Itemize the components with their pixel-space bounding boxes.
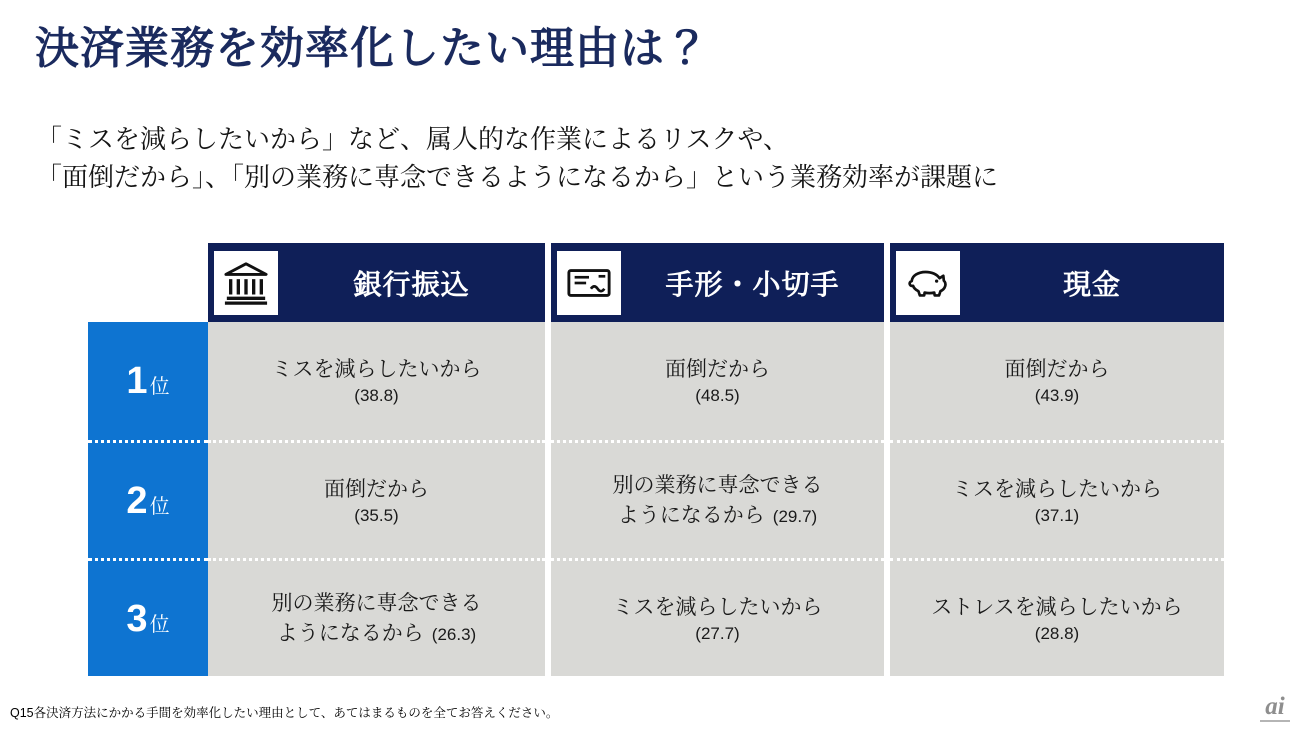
rank-cell-1 [88,322,208,440]
footnote: Q15各決済方法にかかる手間を効率化したい理由として、あてはまるものを全てお答えください。 [10,706,559,720]
rank-number: 1 [126,360,148,402]
rank-suffix: 位 [149,613,170,636]
reason-text: 面倒だから [665,358,770,381]
reason-cell [208,322,545,440]
bank-icon [214,251,278,315]
reason-cell [551,558,884,676]
reason-text: 面倒だから [324,477,429,501]
rank-cell-3 [88,558,208,676]
reason-cell [208,440,545,558]
table-row [88,440,1224,558]
ai-logo-text: ai [1265,693,1285,720]
table-row [88,558,1224,676]
reason-cell [890,440,1224,558]
piggy-bank-icon [896,251,960,315]
column-header-2 [551,243,884,322]
rank-suffix: 位 [149,495,170,518]
rank-cell-2 [88,440,208,558]
header-rank-spacer [88,243,208,322]
reason-percent: (29.7) [772,506,818,526]
rank-suffix: 位 [149,376,170,398]
column-header-label: 現金 [1062,268,1121,300]
table-header-row [88,243,1224,322]
reason-text: ストレスを減らしたいから [931,595,1183,619]
ai-logo [1260,694,1290,722]
column-header-label: 銀行振込 [353,268,470,300]
reason-text: ミスを減らしたいから [952,477,1162,501]
rank-number: 3 [126,597,148,640]
reason-cell [551,322,884,440]
reason-percent: (26.3) [431,624,477,644]
reason-percent: (37.1) [1034,505,1080,525]
reason-text: 面倒だから [1004,358,1110,381]
reason-percent: (27.7) [695,623,740,643]
column-header-label: 手形・小切手 [665,268,840,300]
subtitle [36,120,998,196]
reason-percent: (38.8) [354,386,399,405]
reason-text: 別の業務に専念できる [612,473,823,497]
reason-cell [890,558,1224,676]
reason-percent: (28.8) [1034,623,1080,643]
reason-text: 別の業務に専念できる [271,591,482,615]
reason-text: ミスを減らしたいから [612,595,823,619]
column-header-3 [890,243,1224,322]
reason-text: ミスを減らしたいから [271,358,482,381]
reason-text: ようになるから (26.3) [276,621,477,645]
ai-logo-subline [1260,720,1290,722]
reason-cell [551,440,884,558]
reason-percent: (43.9) [1034,386,1080,405]
rank-number: 2 [126,479,148,522]
reason-percent: (35.5) [354,505,399,525]
ranking-table [88,243,1224,676]
subtitle-line-1: 「ミスを減らしたいから」など、属人的な作業によるリスクや、 [36,124,789,154]
column-header-1 [208,243,545,322]
reason-percent: (48.5) [695,386,740,405]
subtitle-line-2: 「面倒だから」、「別の業務に専念できるようになるから」という業務効率が課題に [36,162,999,192]
reason-text: ようになるから (29.7) [617,503,818,527]
reason-cell [208,558,545,676]
table-row [88,322,1224,440]
page-title: 決済業務を効率化したい理由は？ [35,24,710,73]
check-icon [557,251,621,315]
reason-cell [890,322,1224,440]
